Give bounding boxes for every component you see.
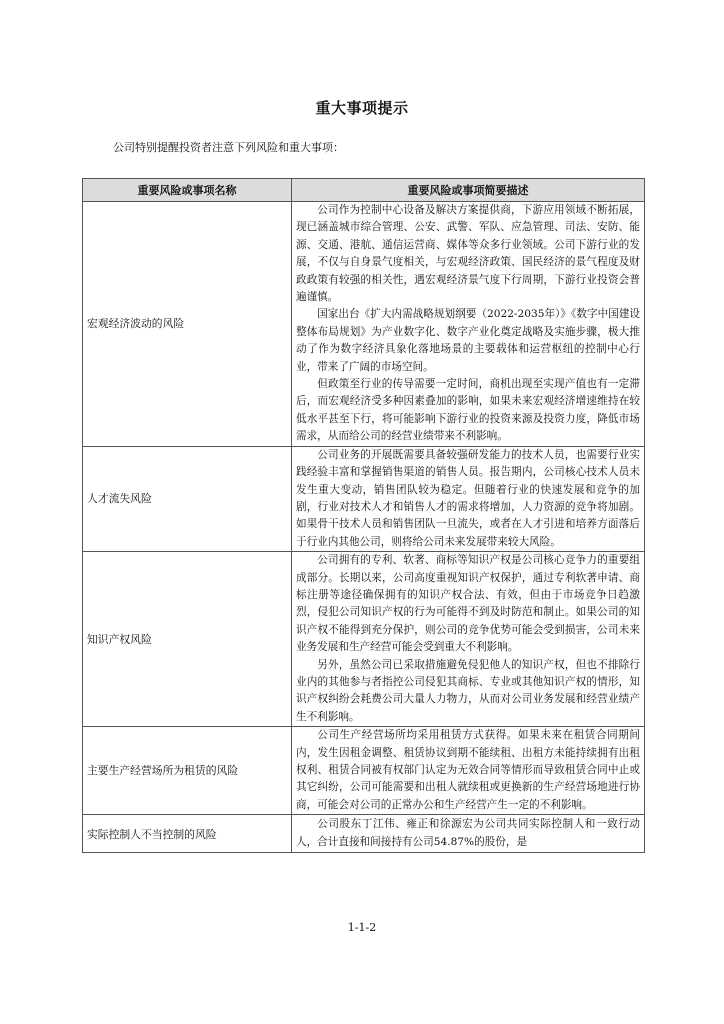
table-header-row bbox=[83, 179, 645, 202]
page-title: 重大事项提示 bbox=[315, 99, 409, 117]
description-paragraph: 国家出台《扩大内需战略规划纲要（2022-2035年）》《数字中国建设整体布局规划》为产业数字化、数字产业化奠定战略及实施步骤，极大推动了作为数字经济具象化落地场景的主要载体和运营枢纽的控制中心行业，带来了广阔的市场空间。 bbox=[296, 308, 640, 373]
risk-name: 人才流失风险 bbox=[83, 446, 292, 551]
risk-name: 主要生产经营场所为租赁的风险 bbox=[83, 727, 292, 815]
risk-name: 知识产权风险 bbox=[83, 552, 292, 727]
risk-description bbox=[292, 727, 645, 815]
risk-description bbox=[292, 815, 645, 853]
description-paragraph: 公司拥有的专利、软著、商标等知识产权是公司核心竞争力的重要组成部分。长期以来，公司高度重视知识产权保护，通过专利软著申请、商标注册等途径确保拥有的知识产权合法、有效，但由于市场竞争日趋激烈，侵犯公司知识产权的行为可能得不到及时防范和制止。如果公司的知识产权不能得到充分保护，则公司的竞争优势可能会受到损害，公司未来业务发展和生产经营可能会受到重大不利影响。 bbox=[296, 554, 640, 654]
risk-table bbox=[82, 178, 645, 853]
table-row bbox=[83, 552, 645, 727]
description-paragraph: 另外，虽然公司已采取措施避免侵犯他人的知识产权，但也不排除行业内的其他参与者指控公司侵犯其商标、专业或其他知识产权的情形，知识产权纠纷会耗费公司大量人力物力，从而对公司业务发展和经营业绩产生不利影响。 bbox=[296, 658, 640, 723]
table-row bbox=[83, 446, 645, 551]
risk-description bbox=[292, 552, 645, 727]
header-risk-description: 重要风险或事项简要描述 bbox=[292, 179, 645, 202]
table-row bbox=[83, 202, 645, 447]
risk-description bbox=[292, 202, 645, 447]
description-paragraph: 公司股东丁江伟、雍正和徐源宏为公司共同实际控制人和一致行动人，合计直接和间接持有公司54.87%的股份，是 bbox=[296, 818, 640, 848]
intro-text: 公司特别提醒投资者注意下列风险和重大事项： bbox=[113, 141, 344, 154]
table-row bbox=[83, 727, 645, 815]
header-risk-name: 重要风险或事项名称 bbox=[83, 179, 292, 202]
risk-name: 宏观经济波动的风险 bbox=[83, 202, 292, 447]
description-paragraph: 公司作为控制中心设备及解决方案提供商，下游应用领域不断拓展，现已涵盖城市综合管理、公安、武警、军队、应急管理、司法、安防、能源、交通、港航、通信运营商、媒体等众多行业领域。公司下游行业的发展，不仅与自身景气度相关，与宏观经济政策、国民经济的景气程度及财政政策有较强的相关性，遇宏观经济景气度下行周期，下游行业投资会普遍谨慎。 bbox=[296, 204, 640, 304]
description-paragraph: 公司业务的开展既需要具备较强研发能力的技术人员，也需要行业实践经验丰富和掌握销售渠道的销售人员。报告期内，公司核心技术人员未发生重大变动，销售团队较为稳定。但随着行业的快速发展和竞争的加剧，行业对技术人才和销售人才的需求将增加，人力资源的竞争将加剧。如果骨干技术人员和销售团队一旦流失，或者在人才引进和培养方面落后于行业内其他公司，则将给公司未来发展带来较大风险。 bbox=[296, 448, 640, 548]
description-paragraph: 但政策至行业的传导需要一定时间，商机出现至实现产值也有一定滞后，而宏观经济受多种因素叠加的影响，如果未来宏观经济增速维持在较低水平甚至下行，将可能影响下游行业的投资来源及投资力度，降低市场需求，从而给公司的经营业绩带来不利影响。 bbox=[296, 378, 640, 443]
risk-description bbox=[292, 446, 645, 551]
risk-name: 实际控制人不当控制的风险 bbox=[83, 815, 292, 853]
table-row bbox=[83, 815, 645, 853]
page-number: 1-1-2 bbox=[347, 921, 377, 934]
description-paragraph: 公司生产经营场所均采用租赁方式获得。如果未来在租赁合同期间内，发生因租金调整、租赁协议到期不能续租、出租方未能持续拥有出租权利、租赁合同被有权部门认定为无效合同等情形而导致租赁合同中止或其它纠纷，公司可能需要和出租人就续租或更换新的生产经营场地进行协商，可能会对公司的正常办公和生产经营产生一定的不利影响。 bbox=[296, 729, 640, 811]
